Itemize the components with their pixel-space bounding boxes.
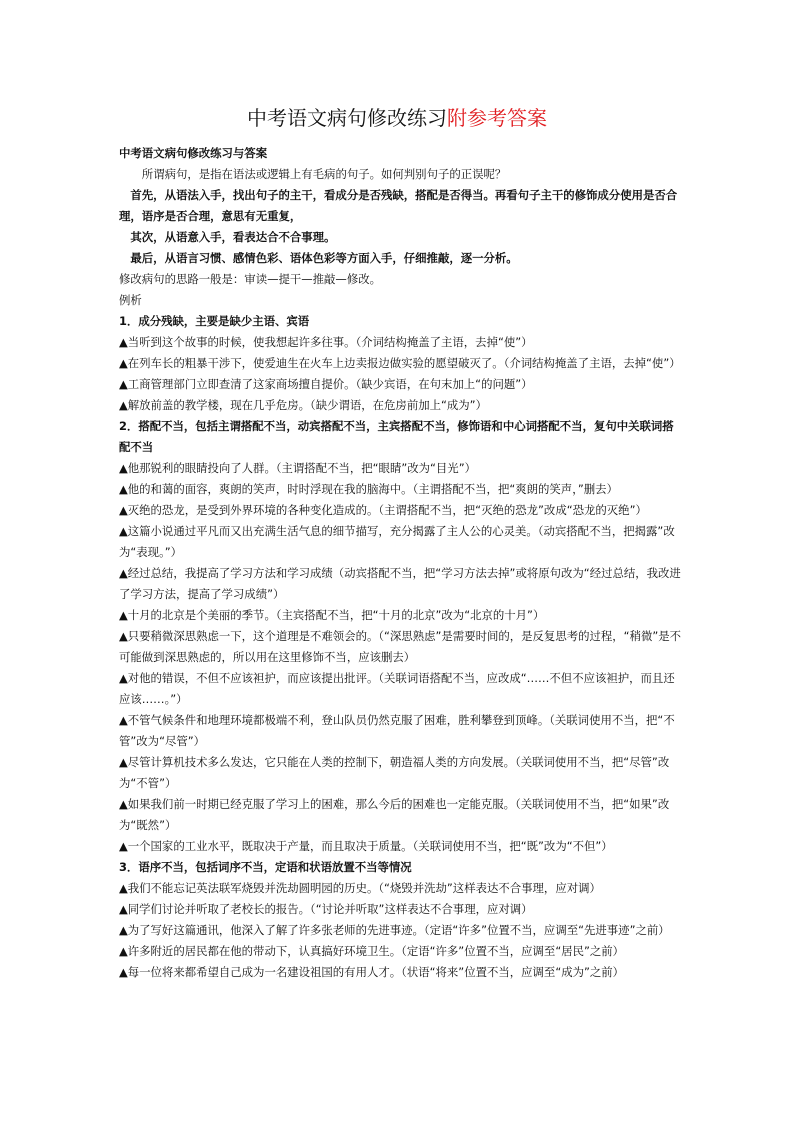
paragraph: ▲经过总结，我提高了学习方法和学习成绩（动宾搭配不当，把“学习方法去掉”或将原句改为“经过总结，我改进了学习方法，提高了学习成绩”） [119, 566, 681, 601]
paragraph: ▲灭绝的恐龙，是受到外界环境的各种变化造成的。（主谓搭配不当，把“灭绝的恐龙”改成“恐龙的灭绝”） [119, 503, 647, 517]
paragraph: ▲如果我们前一时期已经克服了学习上的困难，那么今后的困难也一定能克服。（关联词使用不当，把“如果”改为“既然”） [119, 797, 670, 832]
title-highlight: 附参考答案 [447, 106, 547, 130]
paragraph: ▲对他的错误，不但不应该袒护，而应该提出批评。（关联词语搭配不当，应改成“……不但不应该袒护，而且还应该……。”） [119, 671, 675, 706]
paragraph: ▲只要稍微深思熟虑一下，这个道理是不难领会的。（“深思熟虑”是需要时间的，是反复思考的过程，“稍微”是不可能做到深思熟虑的，所以用在这里修饰不当，应该删去） [119, 629, 682, 664]
paragraph: ▲每一位将来都希望自己成为一名建设祖国的有用人才。（状语“将来”位置不当，应调至“成为”之前） [119, 965, 625, 979]
paragraph: ▲不管气候条件和地理环境都极端不利，登山队员仍然克服了困难，胜利攀登到顶峰。（关联词使用不当，把“不管”改为“尽管”） [119, 713, 675, 748]
page-title [0, 104, 794, 132]
paragraph: 所谓病句，是指在语法或逻辑上有毛病的句子。如何判别句子的正误呢？ [141, 167, 507, 181]
paragraph: ▲在列车长的粗暴干涉下，使爱迪生在火车上边卖报边做实验的愿望破灭了。（介词结构掩盖了主语，去掉“使”） [119, 356, 681, 370]
paragraph: ▲解放前盖的教学楼，现在几乎危房。（缺少谓语，在危房前加上“成为”） [119, 398, 487, 412]
paragraph: ▲许多附近的居民都在他的带动下，认真搞好环境卫生。（定语“许多”位置不当，应调至“居民”之前） [119, 944, 625, 958]
paragraph: ▲一个国家的工业水平，既取决于产量，而且取决于质量。（关联词使用不当，把“既”改为“不但”） [119, 839, 613, 853]
paragraph: ▲尽管计算机技术多么发达，它只能在人类的控制下，朝造福人类的方向发展。（关联词使用不当，把“尽管”改为“不管”） [119, 755, 670, 790]
paragraph: ▲他的和蔼的面容，爽朗的笑声，时时浮现在我的脑海中。（主谓搭配不当，把“爽朗的笑声，”删去） [119, 482, 618, 496]
paragraph: ▲工商管理部门立即查清了这家商场擅自提价。（缺少宾语，在句末加上“的问题”） [119, 377, 533, 391]
document-body [119, 143, 685, 983]
paragraph: ▲我们不能忘记英法联军烧毁并洗劫圆明园的历史。（“烧毁并洗劫”这样表达不合事理，应对调） [119, 881, 601, 895]
paragraph: ▲十月的北京是个美丽的季节。（主宾搭配不当，把“十月的北京”改为“北京的十月”） [119, 608, 545, 622]
paragraph: ▲这篇小说通过平凡而又出充满生活气息的细节描写，充分揭露了主人公的心灵美。（动宾搭配不当，把揭露”改为“表现。”） [119, 524, 675, 559]
section-heading: 2．搭配不当，包括主谓搭配不当，动宾搭配不当，主宾搭配不当，修饰语和中心词搭配不当，复句中关联词搭配不当 [119, 419, 674, 454]
paragraph: 修改病句的思路一般是：审读—提干—推敲—修改。 [119, 272, 381, 286]
paragraph: 例析 [119, 293, 142, 307]
section-heading: 3．语序不当，包括词序不当，定语和状语放置不当等情况 [119, 860, 412, 874]
paragraph: ▲当听到这个故事的时候，使我想起许多往事。（介词结构掩盖了主语，去掉“使”） [119, 335, 533, 349]
paragraph: 首先，从语法入手，找出句子的主干，看成分是否残缺，搭配是否得当。再看句子主干的修饰成分使用是否合理，语序是否合理，意思有无重复， [119, 188, 678, 223]
paragraph: 其次，从语意入手，看表达合不合事理。 [130, 230, 336, 244]
paragraph: ▲他那锐利的眼睛投向了人群。（主谓搭配不当，把“眼睛”改为“目光”） [119, 461, 476, 475]
paragraph: 最后，从语言习惯、感情色彩、语体色彩等方面入手，仔细推敲，逐一分析。 [130, 251, 518, 265]
paragraph: 中考语文病句修改练习与答案 [119, 146, 268, 160]
paragraph: ▲为了写好这篇通讯，他深入了解了许多张老师的先进事迹。（定语“许多”位置不当，应调至“先进事迹”之前） [119, 923, 670, 937]
title-main: 中考语文病句修改练习 [247, 106, 447, 130]
section-heading: 1．成分残缺，主要是缺少主语、宾语 [119, 314, 310, 328]
paragraph: ▲同学们讨论并听取了老校长的报告。（“讨论并听取”这样表达不合事理，应对调） [119, 902, 533, 916]
